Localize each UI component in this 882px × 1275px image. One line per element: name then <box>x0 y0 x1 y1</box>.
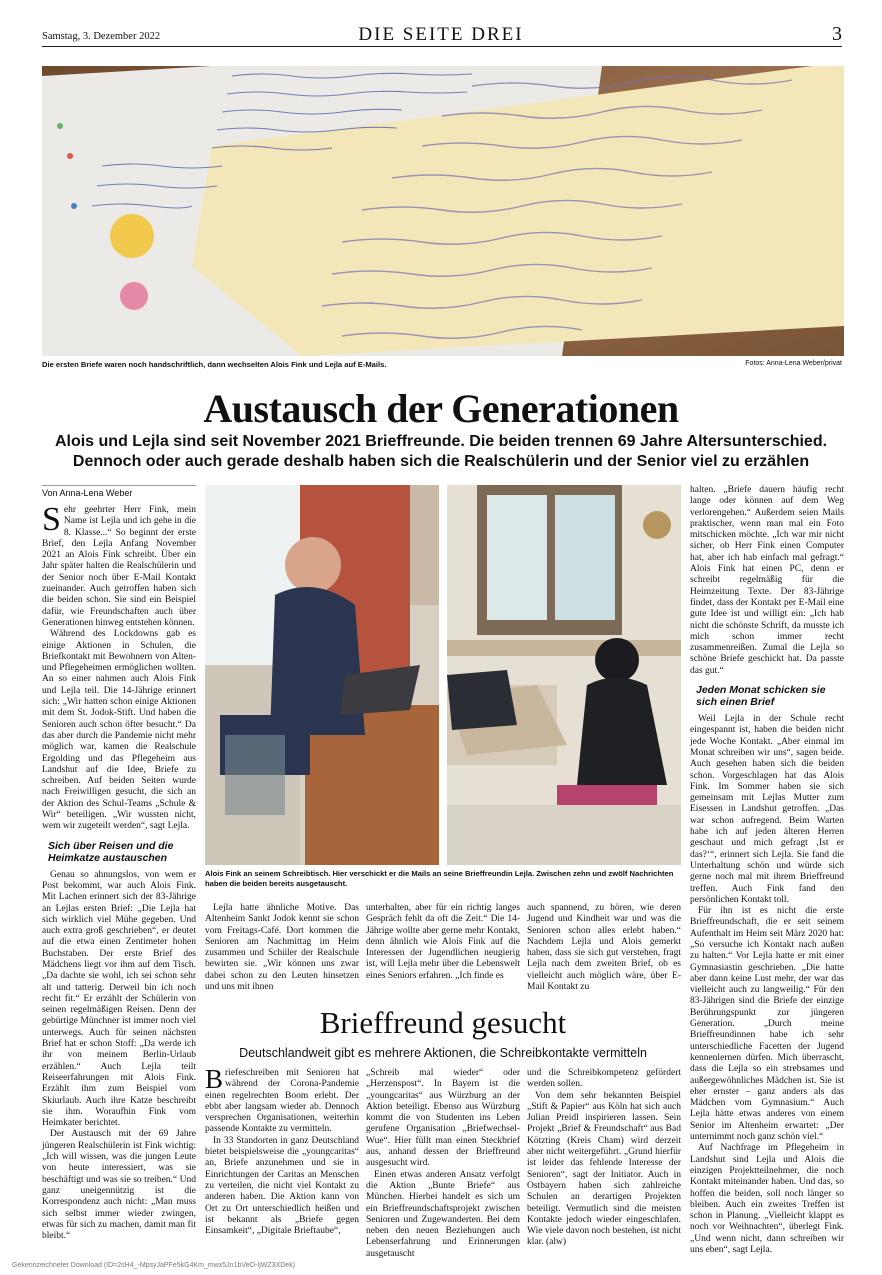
byline-rule <box>42 485 196 486</box>
sidebar-column-2: „Schreib mal wieder“ oder „Herzenspost“. In Bayern ist die „youngcaritas“ aus Würzburg an der Aktion beteiligt. Ebenso aus Würzburg kommt die von Studenten ins Leben gerufene Organisation „Briefwechsel-Wue“. Hier füllt man einen Steckbrief aus, anhand dessen der Brieffreund ausgesucht wird. Einen etwas anderen Ansatz verfolgt die Aktion „Bunte Briefe“ aus München. Hierbei handelt es sich um ein Brieffreundschaftsprojekt zwischen Senioren und Zugewanderten. Bei dem neben den neuen Beziehungen auch Lebenserfahrung und Erinnerungen ausgetauscht <box>366 1068 520 1259</box>
article-column-1: Sehr geehrter Herr Fink, mein Name ist Lejla und ich gehe in die 8. Klasse...“ So beginnt der erste Brief, den Lejla Anfang November 2021 an Alois Fink schreibt. Über ein Jahr später halten die Realschülerin und der Senior noch über E-Mail Kontakt zueinander. Auch getroffen haben sich die beiden schon. Sie sind ein Beispiel dafür, wie Freundschaften auch über Generationen hinweg entstehen können. Während des Lockdowns gab es einige Aktionen in Schulen, die Briefkontakt mit Bewohnern von Alten- und Pflegeheimen ermöglichen wollten. An so einer nahmen auch Alois Fink und Lejla teil. Die 14-Jährige erinnert sich: „Wir hatten schon einige Aktionen mit dem St. Jodok-Stift. Und haben die Senioren auch schon öfter besucht.“ Da das aber durch die Pandemie nicht mehr möglich war, kamen die Realschule Ergolding und das Pflegeheim aus Landshut auf die Idee, Briefe zu schreiben. Auf beiden Seiten wurde nach Freiwilligen gesucht, die sich an der Aktion des Schul-Teams „Schule & Wir“ beteiligen. „Wir wussten nicht, wem wir zugeteilt werden“, sagt Lejla. Sich über Reisen und die Heimkatze austauschen Genau so ahnungslos, von wem er Post bekommt, war auch Alois Fink. Mit Lachen erinnert sich der 83-Jährige an Lejlas ersten Brief: „Die Lejla hat sich wirklich viel Mühe gegeben. Und auch extra groß geschrieben“, er deutet auf die etwa einen Zentimeter hohen Buchstaben. Der erste Brief des Mädchens liegt vor ihm auf dem Tisch. „Da dachte sie wohl, ich sei schon sehr alt und tatterig. Derweil bin ich noch recht fit.“ Er erzählt der Schülerin von seinen regelmäßigen Reisen. Denn der gebürtige Münchner ist immer noch viel unterwegs. Auch für seinen nächsten Brief hat er schon Stoff: „Da werde ich ihr von meinem Berlin-Urlaub erzählen.“ Auch Lejla teilt Reiseerfahrungen mit Alois Fink. Erzählt ihm zum Beispiel vom Skiurlaub. Auch ihre Katze beschreibt sie ihm. Woraufhin Fink vom Heimkater berichtet. Der Austausch mit der 69 Jahre jüngeren Realschülerin ist Fink wichtig: „Ich will wissen, was die jungen Leute von heute interessiert, was sie beschäftigt und was sie so treiben.“ Und ganz uneigennützig ist die Korrespondenz auch nicht: „Man muss sich selbst immer wieder zwingen, etwas für sich zu machen, damit man fit bleibt.“ <box>42 501 196 1242</box>
drop-cap: S <box>42 501 61 538</box>
middle-photo-caption: Alois Fink an seinem Schreibtisch. Hier verschickt er die Mails an seine Brieffreundin Lejla. Zwischen zehn und zwölf Nachrichten haben die beiden bereits ausgetauscht. <box>205 869 674 888</box>
sidebar-subhead: Deutschlandweit gibt es mehrere Aktionen, die Schreibkontakte vermitteln <box>239 1046 647 1060</box>
top-photo-caption: Die ersten Briefe waren noch handschriftlich, dann wechselten Alois Fink und Lejla auf E-Mails. <box>42 360 387 369</box>
page-number: 3 <box>832 23 842 45</box>
sidebar-column-1: Briefeschreiben mit Senioren hat während der Corona-Pandemie einen regelrechten Boom erlebt. Der ebbt aber langsam wieder ab. Dennoch versprechen Organisationen, weiterhin passende Kontakte zu vermitteln. In 33 Standorten in ganz Deutschland bietet beispielsweise die „youngcaritas“ an, Briefe anzunehmen und sie in Einrichtungen der Caritas an Menschen zu verteilen, die nicht viel Kontakt zu anderen haben. Die Aktion kann von Ort zu Ort unterschiedlich heißen und ist bekannt als „Briefe gegen Einsamkeit“, „Digitale Brieftaube“, <box>205 1064 359 1237</box>
issue-date: Samstag, 3. Dezember 2022 <box>42 31 161 42</box>
author-initials: (alw) <box>546 1237 567 1248</box>
byline: Von Anna-Lena Weber <box>42 488 133 498</box>
article-column-2: Lejla hatte ähnliche Motive. Das Altenheim Sankt Jodok kennt sie schon vom Freitags-Café. Dort kommen die Senioren am Nachmittag im Heim zusammen und Schüler der Realschule bewirten sie. „Wir können uns zwar dabei schon zu den Leuten hinsetzen und uns mit ihnen <box>205 903 359 993</box>
article-column-3: unterhalten, aber für ein richtig langes Gespräch fehlt da oft die Zeit.“ Die 14-Jährige wollte aber gerne mehr Kontakt, denn ähnlich wie Alois Fink auf die Interessen der Jugendlichen neugierig ist, will Lejla mehr über die Lebenswelt eines Seniors erfahren. „Ich finde es <box>366 903 520 981</box>
section-title: DIE SEITE DREI <box>358 24 524 45</box>
article-subhead: Alois und Lejla sind seit November 2021 Brieffreunde. Die beiden trennen 69 Jahre Altersunterschied. Dennoch oder auch gerade deshalb haben sich die Realschülerin und der Senior viel zu erzählen <box>54 433 828 470</box>
article-headline: Austausch der Generationen <box>203 386 679 431</box>
sidebar-column-3: und die Schreibkompetenz gefördert werden sollen. Von dem sehr bekannten Beispiel „Stift & Papier“ aus Köln hat sich auch Julian Preidl inspirieren lassen. Sein Projekt „Brief & Freundschaft“ aus Bad Kötzting (Kreis Cham) wird derzeit aber nicht weitergeführt. „Grund hierfür ist leider das fehlende Interesse der Senioren“, sagt der Initiator. Auch in Ostbayern haben sich zahlreiche Schulen an derartigen Projekten beteiligt. Vermutlich sind die meisten Kontakte jedoch wieder eingeschlafen. Wie viele davon noch bestehen, ist nicht klar. (alw) <box>527 1068 681 1248</box>
subheading-monthly-letter: Jeden Monat schicken sie sich einen Brief <box>696 684 826 709</box>
sidebar-drop-cap: B <box>205 1064 224 1094</box>
subheading-travel: Sich über Reisen und die Heimkatze austauschen <box>48 839 174 864</box>
header-rule <box>42 46 842 47</box>
letters-photo <box>42 66 844 356</box>
lejla-photo <box>447 485 681 865</box>
download-note: Gekennzeichneter Download (ID=2sH4_-MpsyJaPFe5kG4Km_mwx5Jn1bVeO-IjWZ3XDek) <box>12 1262 296 1269</box>
article-column-5: halten. „Briefe dauern häufig recht lange oder können auf dem Weg verlorengehen.“ Außerdem seien Mails praktischer, wenn man mal ein Foto mitschicken möchte. „Ich war mir nicht sicher, ob Herr Fink einen Computer hat, aber ich hab einfach mal gefragt.“ Alois Fink hat einen PC, denn er schreibt regelmäßig für die Heimzeitung Texte. Der 83-Jährige findet, dass der Kontakt per E-Mail eine gute Idee ist und willigt ein: „Ich hab nicht die schönste Schrift, da musste ich mich schon immer recht zusammenreißen. Zumal die Lejla so schöne Briefe geschickt hat. Da passte das gut.“ Jeden Monat schicken sie sich einen Brief Weil Lejla in der Schule recht eingespannt ist, haben die beiden nicht jede Woche Kontakt. „Aber einmal im Monat schreiben wir uns“, sagen beide. Auch gesehen haben sich die beiden schon. Vorgeschlagen hat das Alois Fink. Im Sommer haben sie sich gemeinsam mit Lejlas Mutter zum Eisessen in Landshut getroffen. „Das war schon aufregend. Beim Warten habe ich auf jeden älteren Herren geschaut und mich gefragt ‚Ist er das?‘“, erinnert sich Lejla. Sie fand die Unterhaltung schön und würde sich gerne noch mal mit ihrem Brieffreund treffen. Auch Fink fand den persönlichen Kontakt toll. Für ihn ist es nicht die erste Brieffreundschaft, die er seit seinem Aufenthalt im Heim seit März 2020 hat: „So versuche ich Kontakt nach außen zu halten.“ Vor Lejla hatte er mit einer Gymnasiastin geschrieben. „Die hatte aber dann keine Lust mehr, der war das vielleicht auch zu langweilig.“ Für den 83-Jährigen sind die Briefe der einzige Berührungspunkt zur jüngeren Generation. „Durch meine Brieffreundinnen habe ich sehr unterschiedliche Facetten der Jugend kennenlernen dürfen. Mich überrascht, dass die Lejla so ein strebsames und außergewöhnliches Mädchen ist. Sie ist eher ernster – ganz anders als das Mädchen vom Gymnasium.“ Auch Lejla hätte etwas anderes von einem Senior im Altenheim erwartet: „Der unternimmt noch ganz schön viel.“ Auf Nachfrage im Pflegeheim in Landshut sind Lejla und Alois die einzigen Projektteilnehmer, die noch Kontakt miteinander haben. Und das, so hoffen die beiden, soll noch länger so bleiben. Auch ein zweites Treffen ist schon in Planung. „Vielleicht klappt es noch vor Weihnachten“, überlegt Fink. „Und wenn nicht, dann schreiben wir uns eben“, sagt Lejla. <box>690 485 844 1255</box>
sidebar-headline: Brieffreund gesucht <box>319 1005 567 1040</box>
alois-fink-photo <box>205 485 439 865</box>
photo-credit: Fotos: Anna-Lena Weber/privat <box>745 360 842 367</box>
article-column-4: auch spannend, zu hören, wie deren Jugend und Kindheit war und was die Senioren schon alles erlebt haben.“ Nachdem Lejla und Alois gemerkt haben, dass sie sich gut verstehen, fragt Lejla nach dem zweiten Brief, ob es vielleicht auch möglich wäre, über E-Mail Kontakt zu <box>527 903 681 993</box>
